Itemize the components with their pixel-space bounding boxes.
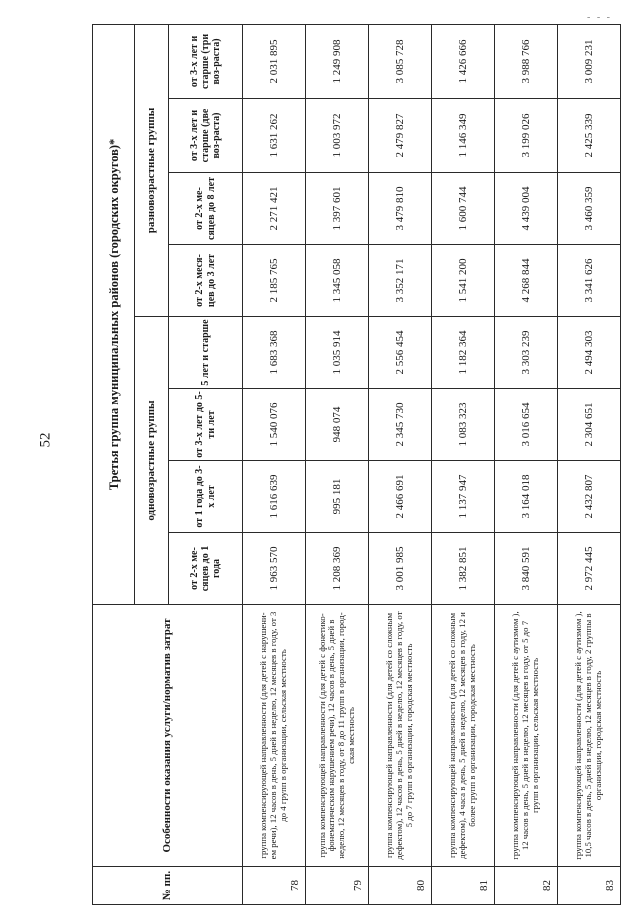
cost-value-cell: 1 382 851: [432, 533, 495, 605]
cost-value-cell: 3 460 359: [558, 173, 621, 245]
cost-value-cell: 2 271 421: [243, 173, 306, 245]
age-col-header-7: от 3-х лет и старше (две воз-раста): [169, 99, 243, 173]
cost-value-cell: 1 182 364: [432, 317, 495, 389]
cost-value-cell: 1 035 914: [306, 317, 369, 389]
age-col-header-8: от 3-х лет и старше (три воз-раста): [169, 24, 243, 98]
cost-value-cell: 1 003 972: [306, 99, 369, 173]
cost-value-cell: 2 972 445: [558, 533, 621, 605]
cost-value-cell: 1 631 262: [243, 99, 306, 173]
cost-value-cell: 1 541 200: [432, 245, 495, 317]
row-description: группа компенсирующей направленности (для детей с аутизмом ), 10,5 часов в день, 5 дней в неделю, 12 месяцев в году, 2 группы в организации, городская местность: [558, 605, 621, 867]
cost-value-cell: 3 001 985: [369, 533, 432, 605]
col-desc-header: Особенности оказания услуги/норматив затрат: [93, 605, 243, 867]
cost-value-cell: 2 425 339: [558, 99, 621, 173]
cost-value-cell: 1 345 058: [306, 245, 369, 317]
cost-value-cell: 3 164 018: [495, 461, 558, 533]
row-description: группа компенсирующей направленности (для детей со сложным дефектом), 12 часов в день, 5 дней в неделю, 12 месяцев в году, от 5 до 7 групп в организации, городская местность: [369, 605, 432, 867]
row-number: 81: [432, 867, 495, 905]
cost-value-cell: 3 352 171: [369, 245, 432, 317]
cost-value-cell: 4 439 004: [495, 173, 558, 245]
age-col-header-5: от 2-х меся-цев до 3 лет: [169, 245, 243, 317]
row-number: 82: [495, 867, 558, 905]
cost-value-cell: 2 304 651: [558, 389, 621, 461]
age-col-header-3: от 3-х лет до 5-ти лет: [169, 389, 243, 461]
row-description: группа компенсирующей направленности (для детей с нарушени-ем речи), 12 часов в день, 5 дней в неделю, 12 месяцев в году, от 3 до 4 групп в организации, сельская местность: [243, 605, 306, 867]
cost-value-cell: 3 303 239: [495, 317, 558, 389]
page-number: 52: [37, 432, 54, 448]
cost-value-cell: 1 137 947: [432, 461, 495, 533]
cost-value-cell: 2 432 807: [558, 461, 621, 533]
same-age-groups-header: одновозрастные группы: [135, 317, 169, 605]
table-row: [243, 24, 306, 904]
cost-value-cell: 2 031 895: [243, 24, 306, 98]
age-col-header-4: 5 лет и старше: [169, 317, 243, 389]
cost-value-cell: 2 479 827: [369, 99, 432, 173]
table-row: [495, 24, 558, 904]
group-title: Третья группа муниципальных районов (городских округов)*: [93, 24, 135, 604]
cost-value-cell: 1 146 349: [432, 99, 495, 173]
table-row: [432, 24, 495, 904]
cost-value-cell: 948 074: [306, 389, 369, 461]
cost-value-cell: 3 840 591: [495, 533, 558, 605]
age-col-header-2: от 1 года до 3-х лет: [169, 461, 243, 533]
cost-value-cell: 3 988 766: [495, 24, 558, 98]
cost-value-cell: 1 083 323: [432, 389, 495, 461]
cost-value-cell: 3 199 026: [495, 99, 558, 173]
cost-value-cell: 2 185 765: [243, 245, 306, 317]
cost-value-cell: 1 426 666: [432, 24, 495, 98]
col-num-header: № пп.: [93, 867, 243, 905]
cost-value-cell: 2 345 730: [369, 389, 432, 461]
row-description: группа компенсирующей направленности (для детей с фонетико-фонематическим нарушением речи), 12 часов в день, 5 дней в неделю, 12 месяцев в году, от 8 до 11 групп в организации, город-ская местность: [306, 605, 369, 867]
row-number: 80: [369, 867, 432, 905]
table-row: [306, 24, 369, 904]
cost-value-cell: 995 181: [306, 461, 369, 533]
cost-value-cell: 3 479 810: [369, 173, 432, 245]
row-number: 78: [243, 867, 306, 905]
mixed-age-groups-header: разновозрастные группы: [135, 24, 169, 316]
cost-value-cell: 1 616 639: [243, 461, 306, 533]
cost-value-cell: 1 540 076: [243, 389, 306, 461]
cost-value-cell: 3 016 654: [495, 389, 558, 461]
age-col-header-6: от 2-х ме-сяцев до 8 лет: [169, 173, 243, 245]
row-description: группа компенсирующей направленности (для детей со сложным дефектом), 4 часа в день, 5 дней в неделю, 12 месяцев в году, 12 и более групп в организации, городская местность: [432, 605, 495, 867]
cost-value-cell: 1 683 368: [243, 317, 306, 389]
cost-value-cell: 2 556 454: [369, 317, 432, 389]
rotated-table-container: [92, 25, 620, 905]
cost-value-cell: 3 341 626: [558, 245, 621, 317]
cost-value-cell: 1 397 601: [306, 173, 369, 245]
cost-value-cell: 1 600 744: [432, 173, 495, 245]
row-number: 83: [558, 867, 621, 905]
cost-value-cell: 3 085 728: [369, 24, 432, 98]
cost-value-cell: 3 009 231: [558, 24, 621, 98]
cost-norm-table: [92, 24, 621, 905]
age-col-header-1: от 2-х ме-сяцев до 1 года: [169, 533, 243, 605]
table-row: [369, 24, 432, 904]
row-number: 79: [306, 867, 369, 905]
cost-value-cell: 4 268 844: [495, 245, 558, 317]
row-description: группа компенсирующей направленности (для детей с аутизмом ), 12 часов в день, 5 дней в неделю, 12 месяцев в году, от 5 до 7 групп в организации, сельская местность: [495, 605, 558, 867]
cost-value-cell: 1 963 570: [243, 533, 306, 605]
cost-value-cell: 2 494 303: [558, 317, 621, 389]
cost-value-cell: 2 466 691: [369, 461, 432, 533]
cost-value-cell: 1 208 369: [306, 533, 369, 605]
table-row: [558, 24, 621, 904]
corner-mark: - - -: [587, 12, 612, 23]
cost-value-cell: 1 249 908: [306, 24, 369, 98]
